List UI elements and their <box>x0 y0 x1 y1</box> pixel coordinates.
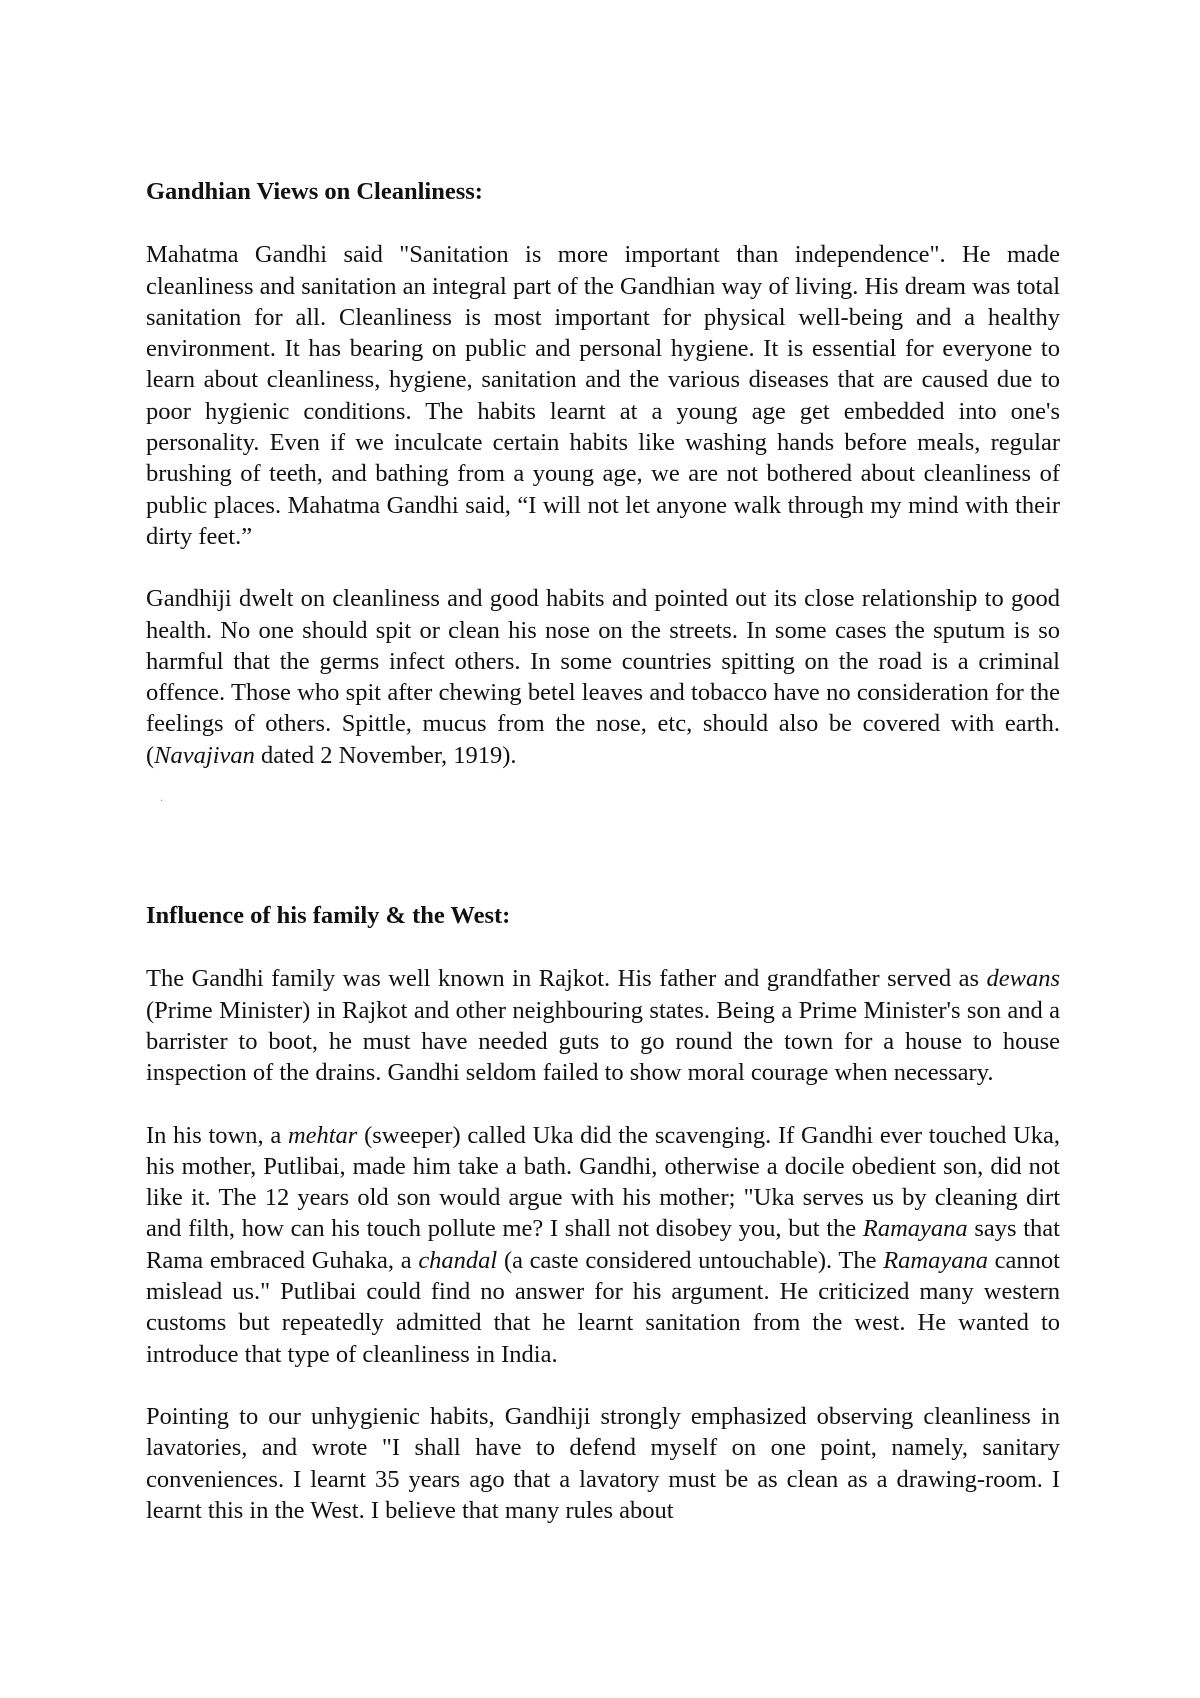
italic-term: mehtar <box>287 1121 358 1149</box>
italic-term: Ramayana <box>883 1246 988 1274</box>
section2-paragraph <box>146 1120 1060 1370</box>
text-run: The Gandhi family was well known in Rajkot. His father and grandfather served as <box>146 965 987 993</box>
stray-dot: . <box>160 790 163 805</box>
text-run: In his town, a <box>146 1121 288 1149</box>
text-run: dated 2 November, 1919). <box>254 741 517 769</box>
section2-paragraph <box>146 963 1060 1088</box>
text-run: Mahatma Gandhi said "Sanitation is more important than independence". He made cleanliness and sanitation an integral part of the Gandhian way of living. His dream was total sanitation for all. Cleanliness is most important for physical well-being and a healthy environment. It has bearing on public and personal hygiene. It is essential for everyone to learn about cleanliness, hygiene, sanitation and the various diseases that are caused due to poor hygienic conditions. The habits learnt at a young age get embedded into one's personality. Even if we inculcate certain habits like washing hands before meals, regular brushing of teeth, and bathing from a young age, we are not bothered about cleanliness of public places. Mahatma Gandhi said, “I will not let anyone walk through my mind with their dirty feet.” <box>146 241 1060 550</box>
text-run: Pointing to our unhygienic habits, Gandhiji strongly emphasized observing cleanliness in lavatories, and wrote "I shall have to defend myself on one point, namely, sanitary conveniences. I learnt 35 years ago that a lavatory must be as clean as a drawing-room. I learnt this in the West. I believe that many rules about <box>146 1402 1060 1524</box>
section-heading-influence: Influence of his family & the West: <box>146 902 511 930</box>
section2-paragraph <box>146 1401 1060 1526</box>
section-body-influence <box>146 963 1060 1526</box>
text-run: (Prime Minister) in Rajkot and other neighbouring states. Being a Prime Minister's son and a barrister to boot, he must have needed guts to go round the town for a house to house inspection of the drains. Gandhi seldom failed to show moral courage when necessary. <box>146 996 1060 1087</box>
section1-paragraph <box>146 583 1060 771</box>
document-page <box>146 176 1060 1557</box>
section-body-cleanliness <box>146 239 1060 771</box>
italic-term: chandal <box>418 1246 498 1274</box>
italic-term: Navajivan <box>154 741 255 769</box>
italic-term: Ramayana <box>862 1215 968 1243</box>
text-run: Gandhiji dwelt on cleanliness and good habits and pointed out its close relationship to good health. No one should spit or clean his nose on the streets. In some cases the sputum is so harmful that the germs infect others. In some countries spitting on the road is a criminal offence. Those who spit after chewing betel leaves and tobacco have no consideration for the feelings of others. Spittle, mucus from the nose, etc, should also be covered with earth. ( <box>146 585 1060 769</box>
text-run: (a caste considered untouchable). The <box>497 1246 884 1274</box>
text-run: says that Rama embraced Guhaka, a <box>146 1215 1060 1274</box>
section-heading-cleanliness: Gandhian Views on Cleanliness: <box>146 178 483 205</box>
section1-paragraph <box>146 239 1060 552</box>
italic-term: dewans <box>986 965 1060 993</box>
text-run: (sweeper) called Uka did the scavenging. If Gandhi ever touched Uka, his mother, Putlibai, made him take a bath. Gandhi, otherwise a docile obedient son, did not like it. The 12 years old son would argue with his mother; "Uka serves us by cleaning dirt and filth, how can his touch pollute me? I shall not disobey you, but the <box>146 1121 1060 1243</box>
text-run: cannot mislead us." Putlibai could find no answer for his argument. He criticized many western customs but repeatedly admitted that he learnt sanitation from the west. He wanted to introduce that type of cleanliness in India. <box>146 1246 1060 1368</box>
stray-mark <box>146 782 1060 822</box>
